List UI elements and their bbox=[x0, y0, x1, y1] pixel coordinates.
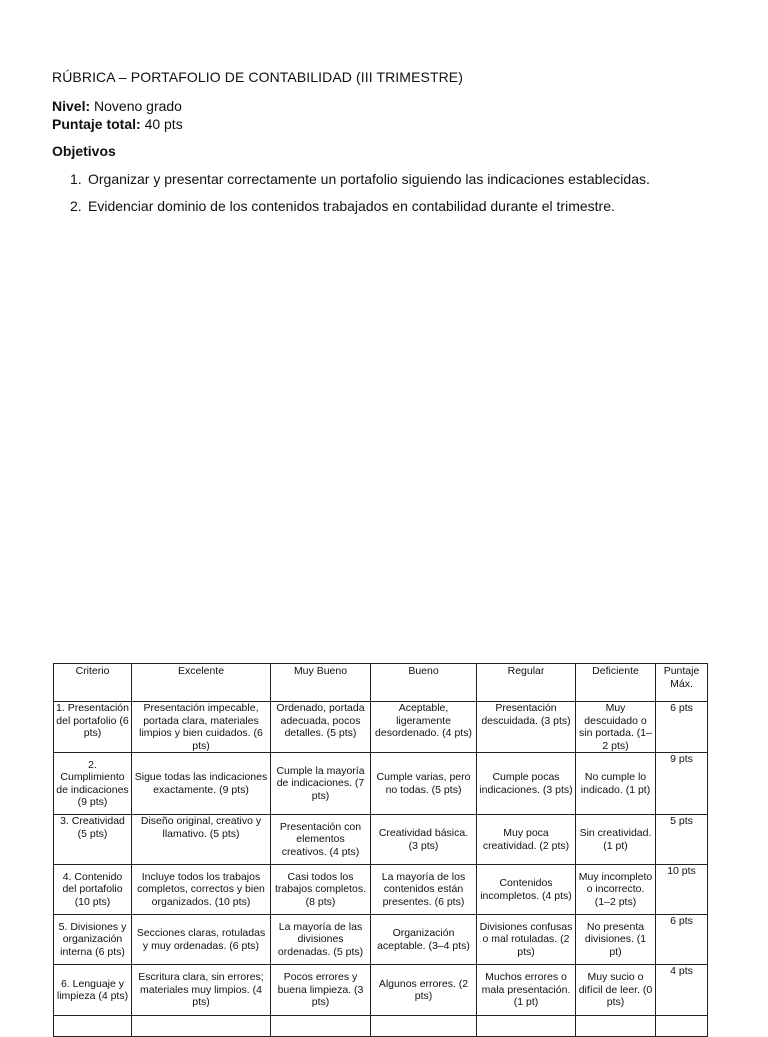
cell-deficiente: Muy sucio o difícil de leer. (0 pts) bbox=[576, 965, 656, 1016]
cell-excelente: Sigue todas las indicaciones exactamente. (9 pts) bbox=[132, 753, 271, 815]
table-row-partial bbox=[54, 1016, 708, 1037]
cell-deficiente: No presenta divisiones. (1 pt) bbox=[576, 915, 656, 965]
cell-deficiente: Muy incompleto o incorrecto. (1–2 pts) bbox=[576, 865, 656, 915]
cell-regular: Contenidos incompletos. (4 pts) bbox=[477, 865, 576, 915]
objetivo-text: Evidenciar dominio de los contenidos trabajados en contabilidad durante el trimestre. bbox=[88, 198, 615, 214]
cell-criterio: 5. Divisiones y organización interna (6 pts) bbox=[54, 915, 132, 965]
cell-criterio: 1. Presentación del portafolio (6 pts) bbox=[54, 702, 132, 753]
table-row bbox=[54, 965, 708, 1016]
cell-muy-bueno: Presentación con elementos creativos. (4 pts) bbox=[271, 815, 371, 865]
cell-bueno: Organización aceptable. (3–4 pts) bbox=[371, 915, 477, 965]
objetivo-number: 2. bbox=[70, 198, 82, 214]
cell-empty bbox=[656, 1016, 708, 1037]
puntaje-value: 40 pts bbox=[144, 116, 183, 132]
cell-excelente: Secciones claras, rotuladas y muy ordenadas. (6 pts) bbox=[132, 915, 271, 965]
cell-excelente: Incluye todos los trabajos completos, correctos y bien organizados. (10 pts) bbox=[132, 865, 271, 915]
cell-puntaje: 6 pts bbox=[656, 915, 708, 965]
cell-bueno: Aceptable, ligeramente desordenado. (4 pts) bbox=[371, 702, 477, 753]
table-header-row bbox=[54, 664, 708, 702]
cell-puntaje: 6 pts bbox=[656, 702, 708, 753]
cell-bueno: Creatividad básica. (3 pts) bbox=[371, 815, 477, 865]
header-excelente: Excelente bbox=[132, 664, 271, 702]
cell-excelente: Presentación impecable, portada clara, materiales limpios y bien cuidados. (6 pts) bbox=[132, 702, 271, 753]
cell-regular: Muchos errores o mala presentación. (1 pt) bbox=[477, 965, 576, 1016]
cell-deficiente: Muy descuidado o sin portada. (1–2 pts) bbox=[576, 702, 656, 753]
cell-deficiente: No cumple lo indicado. (1 pt) bbox=[576, 753, 656, 815]
objetivos-list bbox=[70, 171, 650, 225]
cell-bueno: Algunos errores. (2 pts) bbox=[371, 965, 477, 1016]
header-deficiente: Deficiente bbox=[576, 664, 656, 702]
cell-puntaje: 9 pts bbox=[656, 753, 708, 815]
puntaje-label: Puntaje total: bbox=[52, 116, 141, 132]
cell-muy-bueno: Casi todos los trabajos completos. (8 pts) bbox=[271, 865, 371, 915]
cell-regular: Cumple pocas indicaciones. (3 pts) bbox=[477, 753, 576, 815]
table-row bbox=[54, 815, 708, 865]
cell-muy-bueno: Cumple la mayoría de indicaciones. (7 pts) bbox=[271, 753, 371, 815]
cell-empty bbox=[477, 1016, 576, 1037]
cell-criterio: 3. Creatividad (5 pts) bbox=[54, 815, 132, 865]
cell-empty bbox=[576, 1016, 656, 1037]
cell-regular: Divisiones confusas o mal rotuladas. (2 pts) bbox=[477, 915, 576, 965]
objetivo-text: Organizar y presentar correctamente un portafolio siguiendo las indicaciones establecidas. bbox=[88, 171, 650, 187]
cell-bueno: Cumple varias, pero no todas. (5 pts) bbox=[371, 753, 477, 815]
header-puntaje: Puntaje Máx. bbox=[656, 664, 708, 702]
cell-puntaje: 5 pts bbox=[656, 815, 708, 865]
cell-muy-bueno: La mayoría de las divisiones ordenadas. (5 pts) bbox=[271, 915, 371, 965]
cell-bueno: La mayoría de los contenidos están presentes. (6 pts) bbox=[371, 865, 477, 915]
cell-empty bbox=[54, 1016, 132, 1037]
cell-deficiente: Sin creatividad. (1 pt) bbox=[576, 815, 656, 865]
objetivo-item bbox=[70, 198, 650, 215]
cell-criterio: 2. Cumplimiento de indicaciones (9 pts) bbox=[54, 753, 132, 815]
cell-empty bbox=[132, 1016, 271, 1037]
cell-muy-bueno: Ordenado, portada adecuada, pocos detalles. (5 pts) bbox=[271, 702, 371, 753]
cell-empty bbox=[371, 1016, 477, 1037]
cell-puntaje: 10 pts bbox=[656, 865, 708, 915]
cell-empty bbox=[271, 1016, 371, 1037]
objetivo-item bbox=[70, 171, 650, 188]
table-row bbox=[54, 702, 708, 753]
table-row bbox=[54, 915, 708, 965]
rubric-table bbox=[53, 663, 708, 1037]
meta-block bbox=[52, 97, 183, 133]
nivel-value: Noveno grado bbox=[94, 98, 182, 114]
nivel-label: Nivel: bbox=[52, 98, 91, 114]
table-row bbox=[54, 753, 708, 815]
cell-criterio: 6. Lenguaje y limpieza (4 pts) bbox=[54, 965, 132, 1016]
header-muy-bueno: Muy Bueno bbox=[271, 664, 371, 702]
table-row bbox=[54, 865, 708, 915]
header-regular: Regular bbox=[477, 664, 576, 702]
puntaje-line bbox=[52, 115, 183, 133]
cell-regular: Muy poca creatividad. (2 pts) bbox=[477, 815, 576, 865]
cell-criterio: 4. Contenido del portafolio (10 pts) bbox=[54, 865, 132, 915]
cell-excelente: Diseño original, creativo y llamativo. (5 pts) bbox=[132, 815, 271, 865]
document-title: RÚBRICA – PORTAFOLIO DE CONTABILIDAD (III TRIMESTRE) bbox=[52, 69, 464, 85]
objetivo-number: 1. bbox=[70, 171, 82, 187]
cell-regular: Presentación descuidada. (3 pts) bbox=[477, 702, 576, 753]
cell-muy-bueno: Pocos errores y buena limpieza. (3 pts) bbox=[271, 965, 371, 1016]
cell-excelente: Escritura clara, sin errores; materiales muy limpios. (4 pts) bbox=[132, 965, 271, 1016]
nivel-line bbox=[52, 97, 183, 115]
objetivos-heading: Objetivos bbox=[52, 143, 116, 159]
header-bueno: Bueno bbox=[371, 664, 477, 702]
cell-puntaje: 4 pts bbox=[656, 965, 708, 1016]
header-criterio: Criterio bbox=[54, 664, 132, 702]
